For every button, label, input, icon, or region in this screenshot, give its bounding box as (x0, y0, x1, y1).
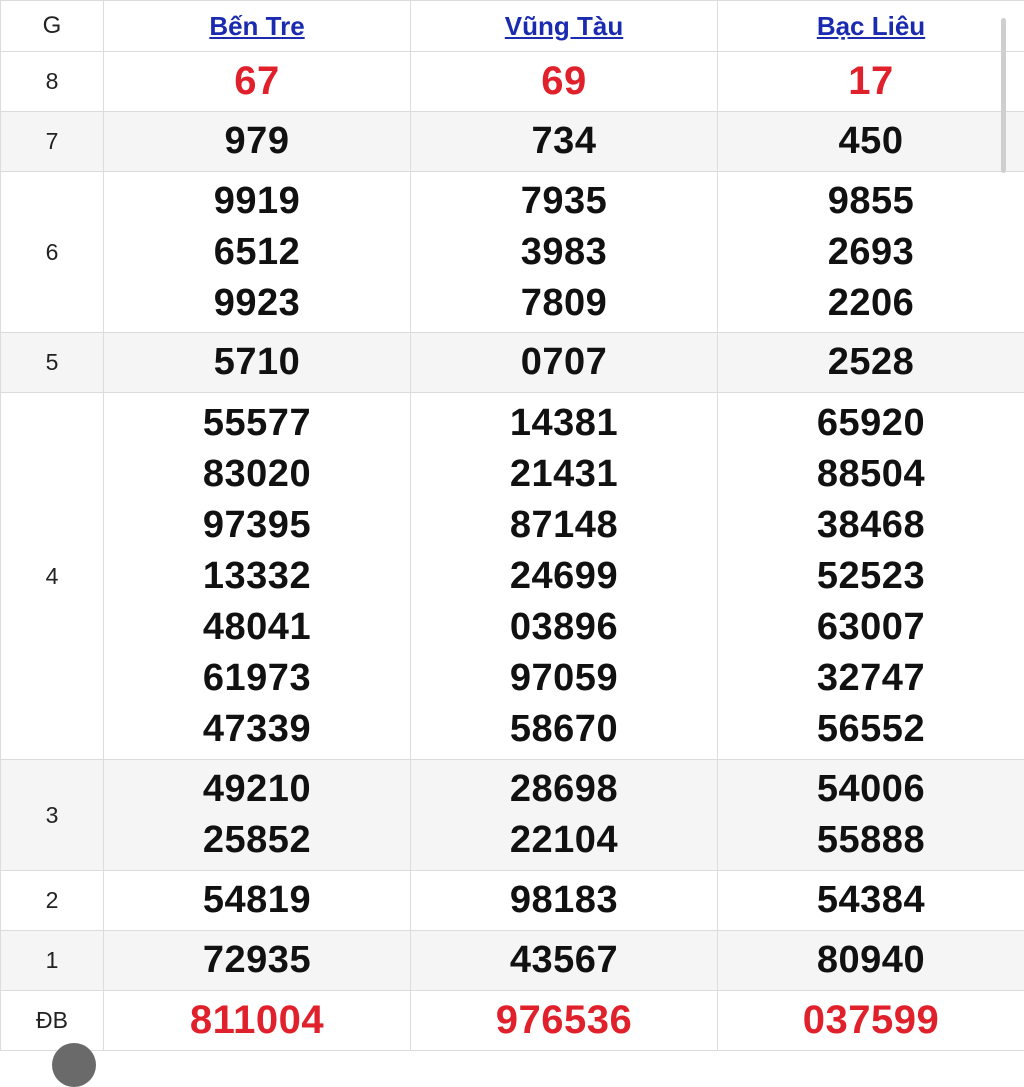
result-number: 450 (718, 116, 1024, 167)
result-cell (104, 393, 411, 760)
special-result-number: 037599 (718, 995, 1024, 1046)
result-number: 87148 (411, 500, 717, 551)
result-cell (411, 52, 718, 112)
vertical-scrollbar[interactable] (1001, 18, 1006, 173)
result-number: 54819 (104, 875, 410, 926)
floating-action-button[interactable] (52, 1043, 96, 1087)
result-number: 55888 (718, 815, 1024, 866)
prize-row-3 (1, 760, 1024, 871)
result-number: 97395 (104, 500, 410, 551)
province-header-ben-tre (104, 1, 411, 52)
prize-label: 1 (1, 931, 104, 991)
result-number: 56552 (718, 704, 1024, 755)
result-cell (718, 172, 1024, 333)
result-number: 54006 (718, 764, 1024, 815)
result-cell (718, 52, 1024, 112)
result-number: 2528 (718, 337, 1024, 388)
result-cell (718, 871, 1024, 931)
province-link-vung-tau[interactable]: Vũng Tàu (505, 11, 623, 41)
result-cell (718, 393, 1024, 760)
result-number: 03896 (411, 602, 717, 653)
prize-label: 7 (1, 112, 104, 172)
result-number: 9855 (718, 176, 1024, 227)
province-link-bac-lieu[interactable]: Bạc Liêu (817, 11, 925, 41)
result-cell (718, 112, 1024, 172)
prize-label: 8 (1, 52, 104, 112)
result-number: 47339 (104, 704, 410, 755)
result-number: 17 (718, 56, 1024, 107)
result-number: 3983 (411, 227, 717, 278)
result-number: 38468 (718, 500, 1024, 551)
result-number: 24699 (411, 551, 717, 602)
result-number: 7935 (411, 176, 717, 227)
result-number: 21431 (411, 449, 717, 500)
result-number: 9919 (104, 176, 410, 227)
prize-label: 4 (1, 393, 104, 760)
prize-row-8 (1, 52, 1024, 112)
result-cell (411, 760, 718, 871)
result-cell (411, 333, 718, 393)
result-number: 2206 (718, 278, 1024, 329)
result-number: 55577 (104, 398, 410, 449)
result-number: 80940 (718, 935, 1024, 986)
result-cell (104, 991, 411, 1051)
result-number: 52523 (718, 551, 1024, 602)
result-cell (411, 112, 718, 172)
prize-row-4 (1, 393, 1024, 760)
result-cell (411, 393, 718, 760)
prize-row-6 (1, 172, 1024, 333)
result-cell (411, 931, 718, 991)
special-result-number: 811004 (104, 995, 410, 1046)
result-number: 83020 (104, 449, 410, 500)
result-number: 6512 (104, 227, 410, 278)
result-number: 72935 (104, 935, 410, 986)
result-number: 49210 (104, 764, 410, 815)
result-number: 5710 (104, 337, 410, 388)
prize-label: 3 (1, 760, 104, 871)
result-cell (411, 172, 718, 333)
result-cell (104, 871, 411, 931)
result-number: 25852 (104, 815, 410, 866)
result-cell (411, 991, 718, 1051)
result-cell (104, 52, 411, 112)
result-number: 28698 (411, 764, 717, 815)
result-cell (718, 333, 1024, 393)
prize-row-special (1, 991, 1024, 1051)
result-number: 0707 (411, 337, 717, 388)
special-result-number: 976536 (411, 995, 717, 1046)
result-number: 65920 (718, 398, 1024, 449)
province-header-bac-lieu (718, 1, 1024, 52)
result-number: 88504 (718, 449, 1024, 500)
result-number: 97059 (411, 653, 717, 704)
result-number: 54384 (718, 875, 1024, 926)
result-number: 69 (411, 56, 717, 107)
province-link-ben-tre[interactable]: Bến Tre (209, 11, 304, 41)
header-row (1, 1, 1024, 52)
result-cell (411, 871, 718, 931)
result-cell (104, 931, 411, 991)
prize-column-header: G (1, 1, 104, 52)
result-cell (718, 991, 1024, 1051)
result-number: 43567 (411, 935, 717, 986)
result-number: 734 (411, 116, 717, 167)
prize-label: 6 (1, 172, 104, 333)
result-number: 979 (104, 116, 410, 167)
result-number: 13332 (104, 551, 410, 602)
result-number: 7809 (411, 278, 717, 329)
prize-label: 5 (1, 333, 104, 393)
prize-row-2 (1, 871, 1024, 931)
result-cell (104, 112, 411, 172)
result-number: 61973 (104, 653, 410, 704)
result-cell (104, 760, 411, 871)
result-cell (104, 172, 411, 333)
prize-label: 2 (1, 871, 104, 931)
prize-label: ĐB (1, 991, 104, 1051)
prize-row-5 (1, 333, 1024, 393)
result-number: 14381 (411, 398, 717, 449)
result-number: 32747 (718, 653, 1024, 704)
result-number: 67 (104, 56, 410, 107)
result-cell (104, 333, 411, 393)
result-number: 58670 (411, 704, 717, 755)
province-header-vung-tau (411, 1, 718, 52)
result-cell (718, 931, 1024, 991)
result-number: 9923 (104, 278, 410, 329)
result-number: 98183 (411, 875, 717, 926)
prize-row-7 (1, 112, 1024, 172)
result-number: 48041 (104, 602, 410, 653)
result-number: 63007 (718, 602, 1024, 653)
result-cell (718, 760, 1024, 871)
prize-row-1 (1, 931, 1024, 991)
result-number: 2693 (718, 227, 1024, 278)
result-number: 22104 (411, 815, 717, 866)
